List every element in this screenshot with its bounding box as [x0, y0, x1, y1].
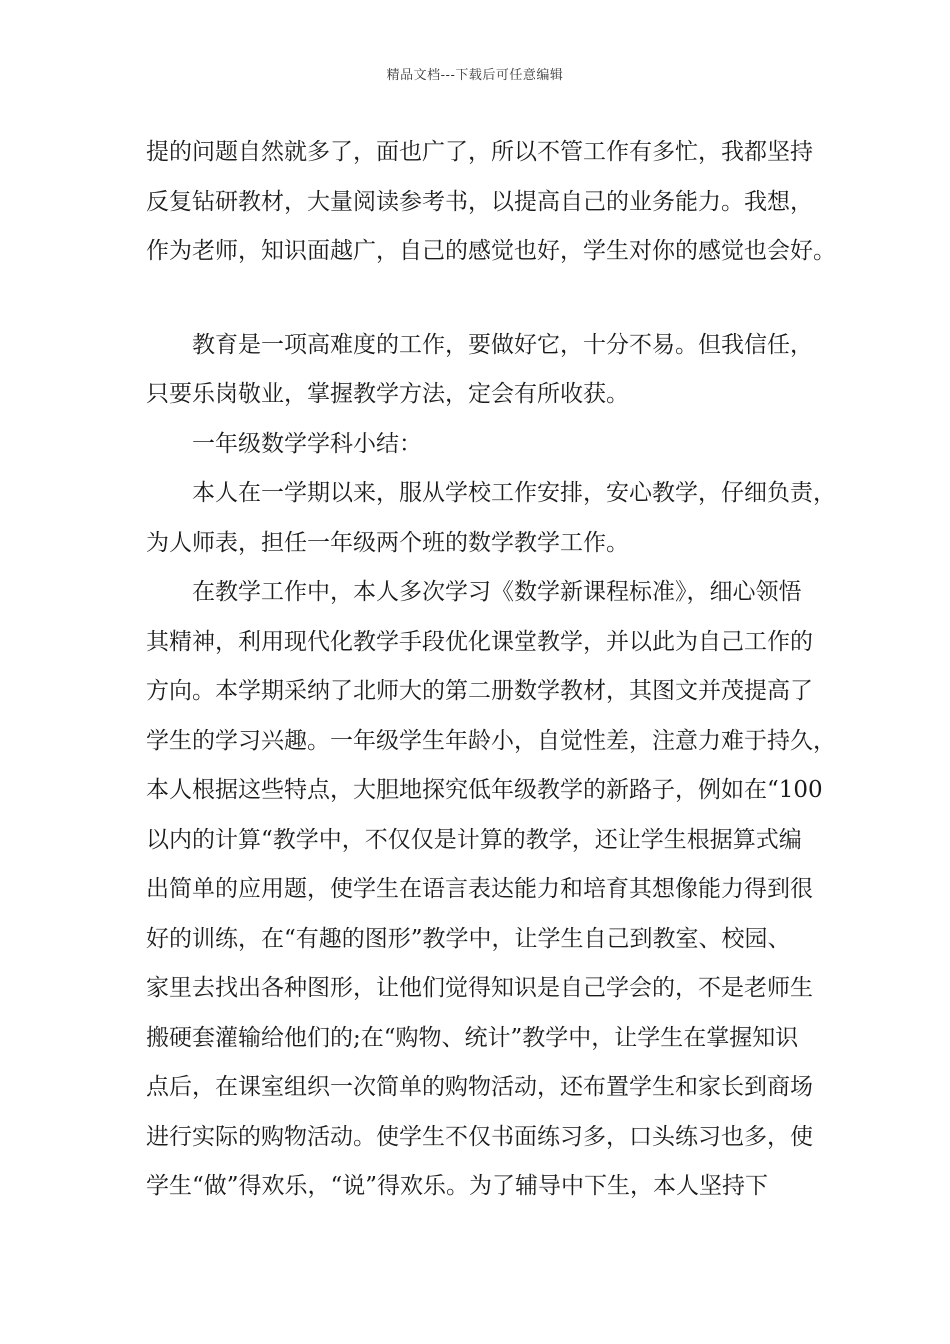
paragraph-line: 本人在一学期以来，服从学校工作安排，安心教学，仔细负责， [192, 480, 836, 506]
paragraph-line: 本人根据这些特点，大胆地探究低年级教学的新路子，例如在“100 [146, 777, 823, 803]
paragraph-line: 点后，在课室组织一次简单的购物活动，还布置学生和家长到商场 [146, 1074, 813, 1100]
paragraph-line: 以内的计算“教学中，不仅仅是计算的教学，还让学生根据算式编 [146, 826, 802, 853]
paragraph-line: 学生“做”得欢乐，“说”得欢乐。为了辅导中下生，本人坚持下 [146, 1173, 769, 1199]
paragraph-line: 学生的学习兴趣。一年级学生年龄小，自觉性差，注意力难于持久， [146, 727, 836, 754]
paragraph-line: 在教学工作中，本人多次学习《数学新课程标准》，细心领悟 [192, 579, 802, 605]
paragraph-line: 搬硬套灌输给他们的;在“购物、统计”教学中，让学生在掌握知识 [146, 1024, 799, 1051]
paragraph-line: 反复钻研教材，大量阅读参考书，以提高自己的业务能力。我想， [146, 188, 813, 215]
paragraph-line: 教育是一项高难度的工作，要做好它，十分不易。但我信任， [192, 331, 813, 358]
paragraph-line: 家里去找出各种图形，让他们觉得知识是自己学会的，不是老师生 [146, 975, 813, 1001]
paragraph-line: 进行实际的购物活动。使学生不仅书面练习多，口头练习也多，使 [146, 1123, 813, 1150]
paragraph-line: 为人师表，担任一年级两个班的数学教学工作。 [146, 529, 629, 556]
paragraph-gap [146, 277, 836, 321]
page-header: 精品文档---下载后可任意编辑 [386, 68, 564, 83]
paragraph-line: 方向。本学期采纳了北师大的第二册数学教材，其图文并茂提高了 [146, 678, 813, 704]
paragraph-line: 作为老师，知识面越广，自己的感觉也好，学生对你的感觉也会好。 [146, 238, 836, 264]
paragraph-line: 只要乐岗敬业，掌握教学方法，定会有所收获。 [146, 381, 629, 407]
paragraph-line: 出简单的应用题，使学生在语言表达能力和培育其想像能力得到很 [146, 876, 813, 902]
paragraph-line: 其精神，利用现代化教学手段优化课堂教学，并以此为自己工作的 [146, 628, 813, 655]
paragraph-line: 提的问题自然就多了，面也广了，所以不管工作有多忙，我都坚持 [146, 139, 813, 165]
paragraph-line: 好的训练，在“有趣的图形”教学中，让学生自己到教室、校园、 [146, 925, 791, 952]
section-heading: 一年级数学学科小结： [192, 430, 422, 457]
document-body [146, 128, 836, 1212]
